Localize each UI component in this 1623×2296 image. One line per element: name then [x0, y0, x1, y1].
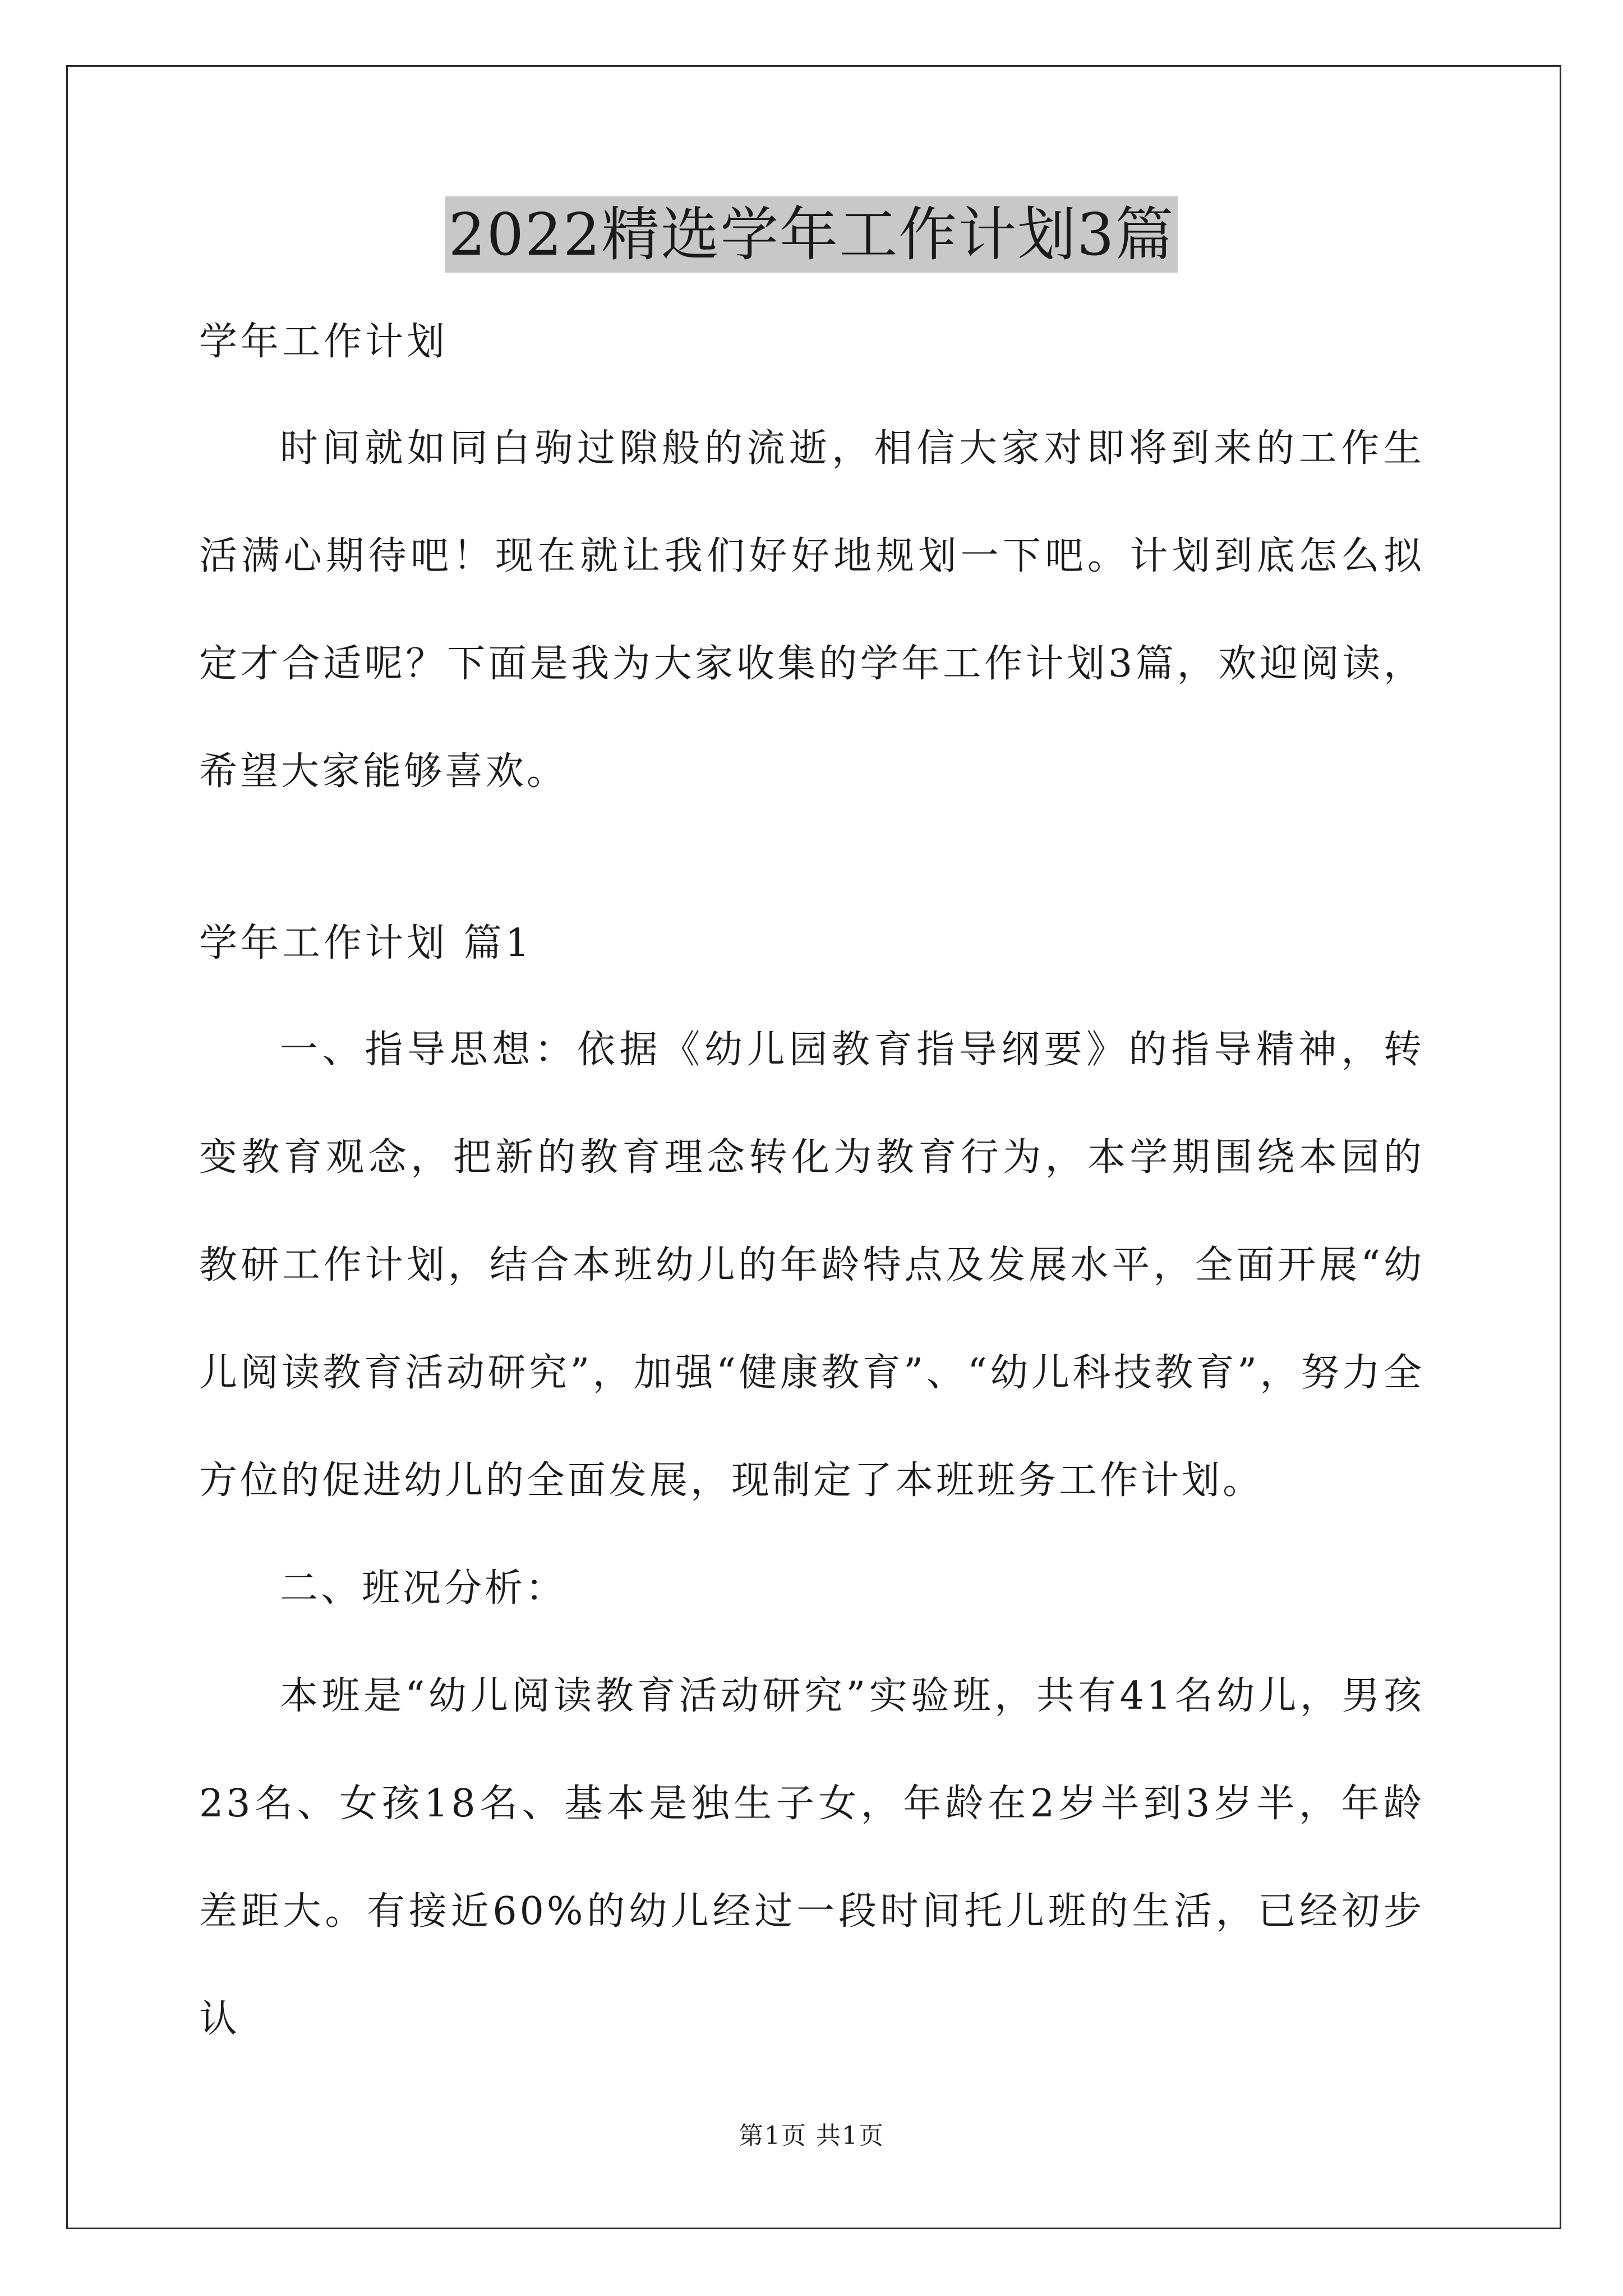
- document-subtitle: 学年工作计划: [199, 320, 449, 364]
- section-heading: 学年工作计划 篇1: [199, 921, 533, 965]
- paragraph-guiding-ideology: 一、指导思想：依据《幼儿园教育指导纲要》的指导精神，转变教育观念，把新的教育理念转化为教育行为，本学期围绕本园的教研工作计划，结合本班幼儿的年龄特点及发展水平，全面开展“幼儿阅读教育活动研究”，加强“健康教育”、“幼儿科技教育”，努力全方位的促进幼儿的全面发展，现制定了本班班务工作计划。: [199, 1028, 1424, 1503]
- paragraph-class-analysis-heading: 二、班况分析：: [280, 1566, 567, 1611]
- document-body: [199, 314, 1424, 2073]
- paragraph-class-analysis: 本班是“幼儿阅读教育活动研究”实验班，共有41名幼儿，男孩23名、女孩18名、基本是独生子女，年龄在2岁半到3岁半，年龄差距大。有接近60%的幼儿经过一段时间托儿班的生活，已经初步认: [199, 1674, 1424, 2041]
- intro-paragraph: 时间就如同白驹过隙般的流逝，相信大家对即将到来的工作生活满心期待吧！现在就让我们好好地规划一下吧。计划到底怎么拟定才合适呢？下面是我为大家收集的学年工作计划3篇，欢迎阅读，希望大家能够喜欢。: [199, 426, 1424, 794]
- page-footer: 第1页 共1页: [739, 2122, 884, 2150]
- title-wrap: [0, 196, 1623, 273]
- document-title: 2022精选学年工作计划3篇: [445, 196, 1178, 273]
